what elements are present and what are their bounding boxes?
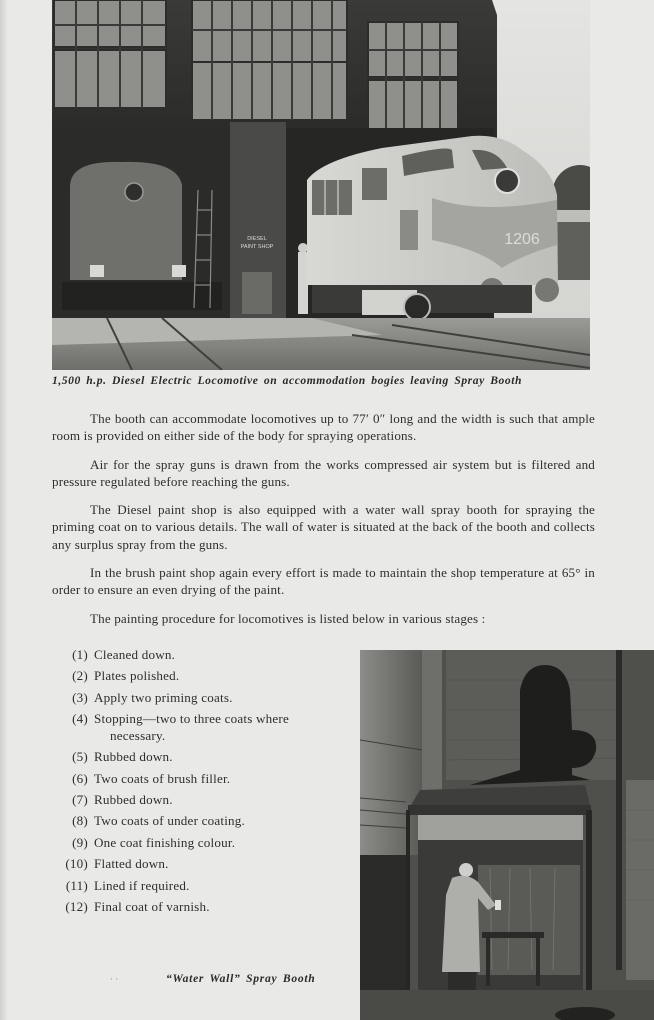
photo-caption-bottom: “Water Wall” Spray Booth [166,972,316,985]
list-item [52,791,342,812]
list-text [94,710,342,748]
list-text: Plates polished. [94,668,180,684]
list-number: (5) [72,749,88,765]
list-number: (11) [65,877,88,893]
list-item [52,812,342,833]
list-text: Rubbed down. [94,749,173,765]
list-text: Apply two priming coats. [94,689,233,705]
list-number: (1) [72,647,88,662]
list-number: (4) [72,711,88,727]
locomotive-photo [52,0,590,370]
list-item [52,834,342,855]
list-item [52,689,342,710]
list-item [52,877,342,898]
list-text: Lined if required. [94,877,190,893]
list-text: Rubbed down. [94,791,173,807]
paragraph-booth-size: The booth can accommodate locomotives up to 77′ 0″ long and the width is such that ample room is provided on either side of the body for spraying operations. [52,411,595,444]
list-number: (12) [65,898,88,914]
list-text: Final coat of varnish. [94,898,210,914]
paragraph-water-wall: The Diesel paint shop is also equipped with a water wall spray booth for spraying the priming coat on to various details. The wall of water is situated at the back of the booth and collects any surplus spray from the guns. [52,502,595,552]
list-text: Cleaned down. [94,647,176,662]
list-item [52,770,342,791]
paragraph-procedure-intro: The painting procedure for locomotives is listed below in various stages : [90,610,486,626]
list-item [52,646,342,667]
sign-line-2: PAINT SHOP [240,244,274,250]
paragraph-brush-shop: In the brush paint shop again every effort is made to maintain the shop temperature at 65° in order to ensure an even drying of the paint. [52,565,595,598]
list-number: (2) [72,668,88,684]
list-item [52,710,342,748]
list-item [52,667,342,688]
list-item [52,748,342,769]
list-item [52,855,342,876]
list-text-continuation: necessary. [110,728,166,744]
sign-line-1: DIESEL [247,236,267,242]
list-number: (3) [72,689,88,705]
body-text [52,410,595,638]
list-text-line1: Stopping—two to three coats where [94,711,289,727]
list-number: (9) [72,834,88,850]
list-number: (7) [72,791,88,807]
page-edge [0,0,8,1020]
spray-booth-photo-illustration [360,650,654,1020]
list-text: Two coats of under coating. [94,813,246,829]
painting-stages-list [52,646,342,919]
list-text: Two coats of brush filler. [94,770,231,786]
list-text: Flatted down. [94,856,169,872]
photo-caption-top: 1,500 h.p. Diesel Electric Locomotive on accommodation bogies leaving Spray Booth [52,374,522,387]
print-specks: · · [110,974,119,984]
loco-number: 1206 [504,231,540,248]
paragraph-air-supply: Air for the spray guns is drawn from the works compressed air system but is filtered and pressure regulated before reaching the guns. [52,456,595,489]
list-text: One coat finishing colour. [94,834,236,850]
list-item [52,898,342,919]
list-number: (8) [72,813,88,829]
spray-booth-photo [360,650,654,1020]
list-number: (6) [72,770,88,786]
locomotive-photo-illustration [52,0,590,370]
list-number: (10) [65,856,88,872]
